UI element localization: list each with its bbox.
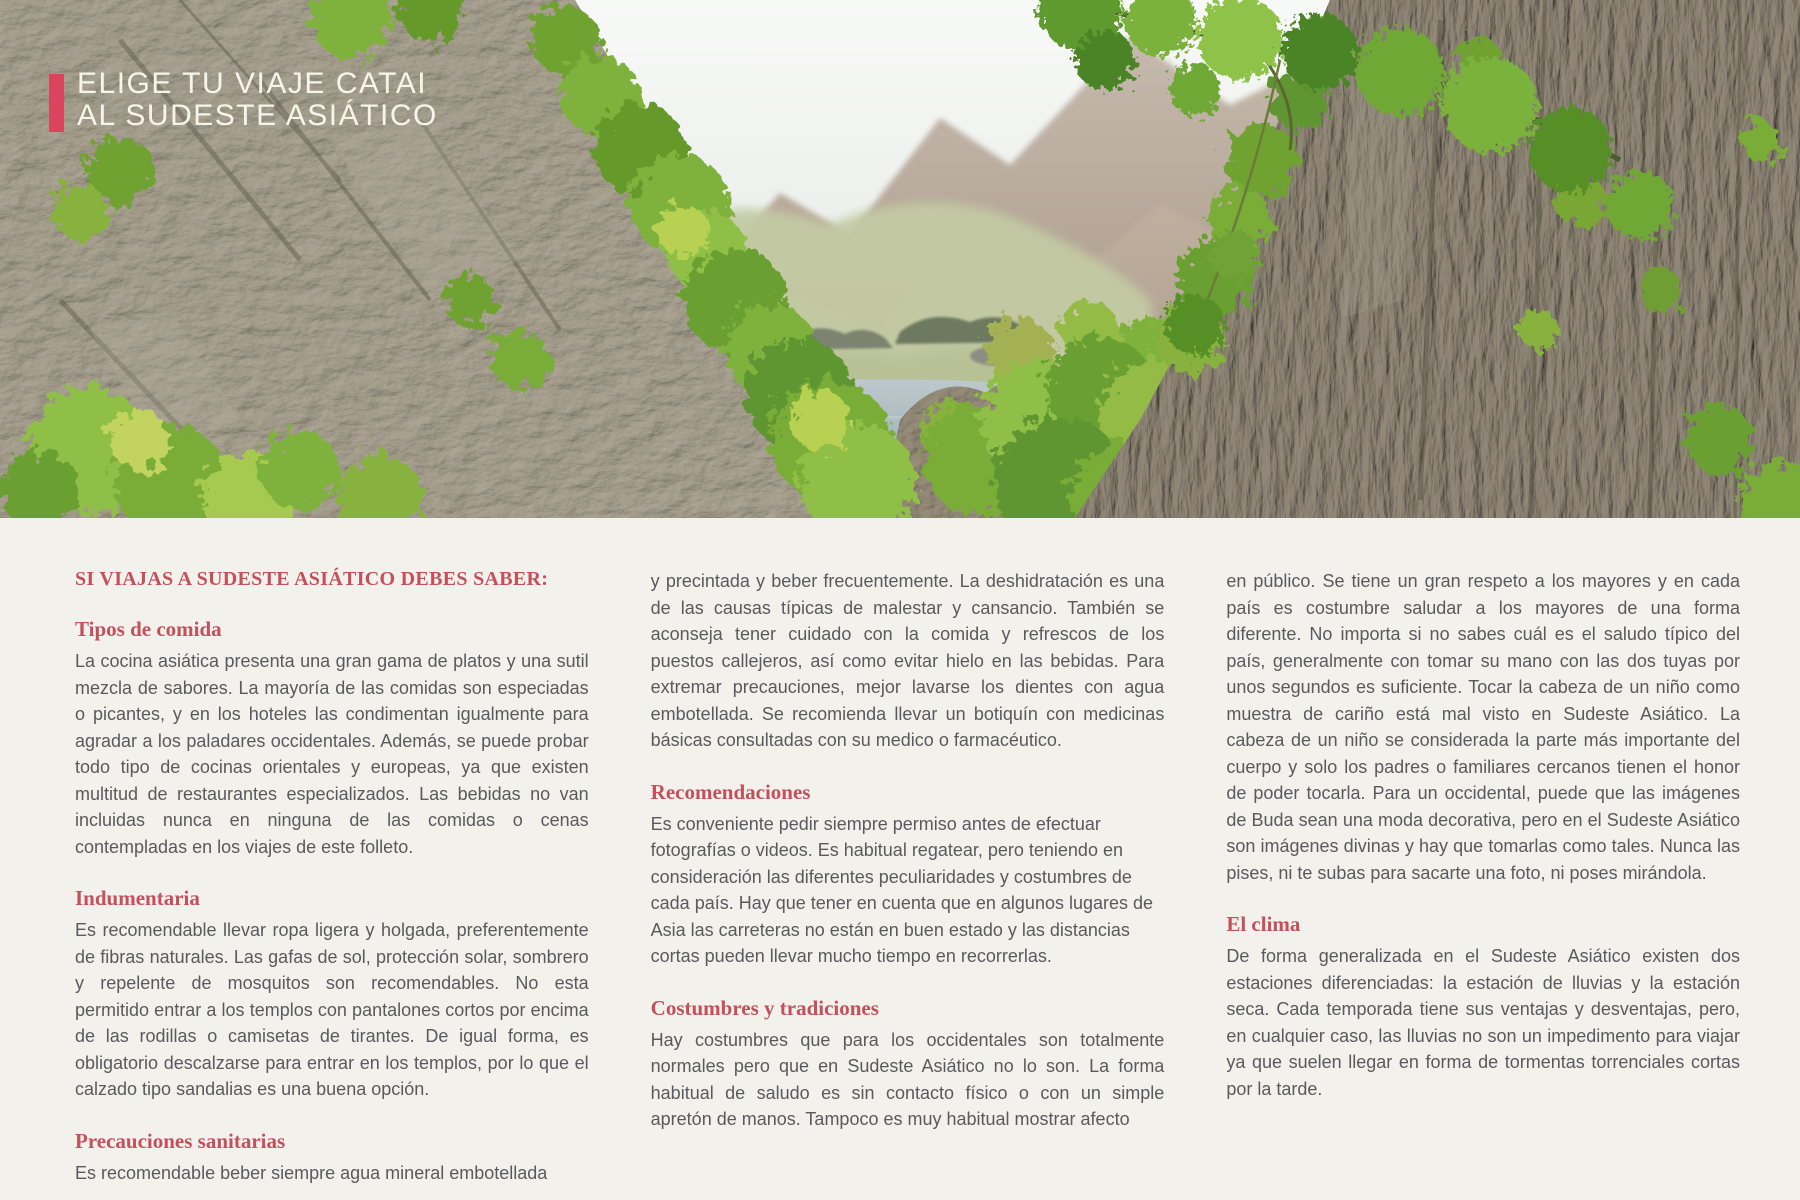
section-heading-precauciones-sanitarias: Precauciones sanitarias <box>75 1128 286 1153</box>
section-heading-costumbres-y-tradiciones: Costumbres y tradiciones <box>650 995 879 1020</box>
paragraph-precauciones-continuacion: y precintada y beber frecuentemente. La deshidratación es una de las causas típicas de malestar y cansancio. También se aconseja tener cuidado con la comida y refrescos de los puestos callejeros, así como evitar hielo en las bebidas. Para extremar precauciones, mejor lavarse los dientes con agua embotellada. Se recomienda llevar un botiquín con medicinas básicas consultadas con su medico o farmacéutico. <box>650 571 1165 750</box>
section-heading-recomendaciones: Recomendaciones <box>650 779 811 804</box>
paragraph-el-clima: De forma generalizada en el Sudeste Asiático existen dos estaciones diferenciadas: la estación de lluvias y la estación seca. Cada temporada tiene sus ventajas y desventajas, pero, en cualquier caso, las lluvias no son un impedimento para viajar ya que suelen llegar en forma de tormentas torrenciales cortas por la tarde. <box>1226 946 1740 1099</box>
paragraph-costumbres-continuacion: en público. Se tiene un gran respeto a los mayores y en cada país es costumbre saludar a los mayores de una forma diferente. No importa si no sabes cuál es el saludo típico del país, generalmente con tomar su mano con las dos tuyas por unos segundos es suficiente. Tocar la cabeza de un niño como muestra de cariño está mal visto en Sudeste Asiático. La cabeza de un niño se considerada la parte más importante del cuerpo y solo los padres o familiares cercanos tienen el honor de poder tocarla. Para un occidental, puede que las imágenes de Buda sean una moda decorativa, pero en el Sudeste Asiático son imágenes divinas y hay que tomarlas como tales. Nunca las pises, ni te subas para sacarte una foto, ni poses mirándola. <box>1226 571 1740 883</box>
page-title-line1: ELIGE TU VIAJE CATAI <box>77 67 428 100</box>
column-2 <box>651 568 1165 1186</box>
paragraph-recomendaciones: Es conveniente pedir siempre permiso antes de efectuar fotografías o videos. Es habitual regatear, pero teniendo en consideración las diferentes peculiaridades y costumbres de cada país. Hay que tener en cuenta que en algunos lugares de Asia las carreteras no están en buen estado y las distancias cortas pueden llevar mucho tiempo en recorrerlas. <box>650 813 1154 966</box>
intro-heading: SI VIAJAS A SUDESTE ASIÁTICO DEBES SABER: <box>75 568 549 590</box>
page-title-line2: AL SUDESTE ASIÁTICO <box>77 99 438 132</box>
article-columns <box>0 518 1800 1186</box>
column-1 <box>75 568 589 1186</box>
column-3 <box>1226 568 1740 1186</box>
hero-title <box>49 68 438 132</box>
paragraph-precauciones-sanitarias: Es recomendable beber siempre agua mineral embotellada <box>75 1162 548 1183</box>
title-accent-bar <box>49 74 64 132</box>
section-heading-indumentaria: Indumentaria <box>75 886 200 910</box>
hero-photo <box>0 0 1800 518</box>
section-heading-tipos-de-comida: Tipos de comida <box>75 617 222 641</box>
page-title <box>77 68 438 132</box>
paragraph-indumentaria: Es recomendable llevar ropa ligera y holgada, preferentemente de fibras naturales. Las gafas de sol, protección solar, sombrero y repelente de mosquitos son recomendables. No esta permitido entrar a los templos con pantalones cortos por encima de las rodillas o camisetas de tirantes. De igual forma, es obligatorio descalzarse para entrar en los templos, por lo que el calzado tipo sandalias es una buena opción. <box>75 920 589 1099</box>
paragraph-tipos-de-comida: La cocina asiática presenta una gran gama de platos y una sutil mezcla de sabores. La mayoría de las comidas son especiadas o picantes, y en los hoteles las condimentan igualmente para agradar a los paladares occidentales. Además, se puede probar todo tipo de cocinas orientales y europeas, ya que existen multitud de restaurantes especializados. Las bebidas no van incluidas nunca en ninguna de las comidas o cenas contempladas en los viajes de este folleto. <box>75 651 589 857</box>
paragraph-costumbres-y-tradiciones: Hay costumbres que para los occidentales son totalmente normales pero que en Sudeste Asiático no lo son. La forma habitual de saludo es sin contacto físico o con un simple apretón de manos. Tampoco es muy habitual mostrar afecto <box>650 1029 1165 1129</box>
section-heading-el-clima: El clima <box>1226 912 1301 936</box>
